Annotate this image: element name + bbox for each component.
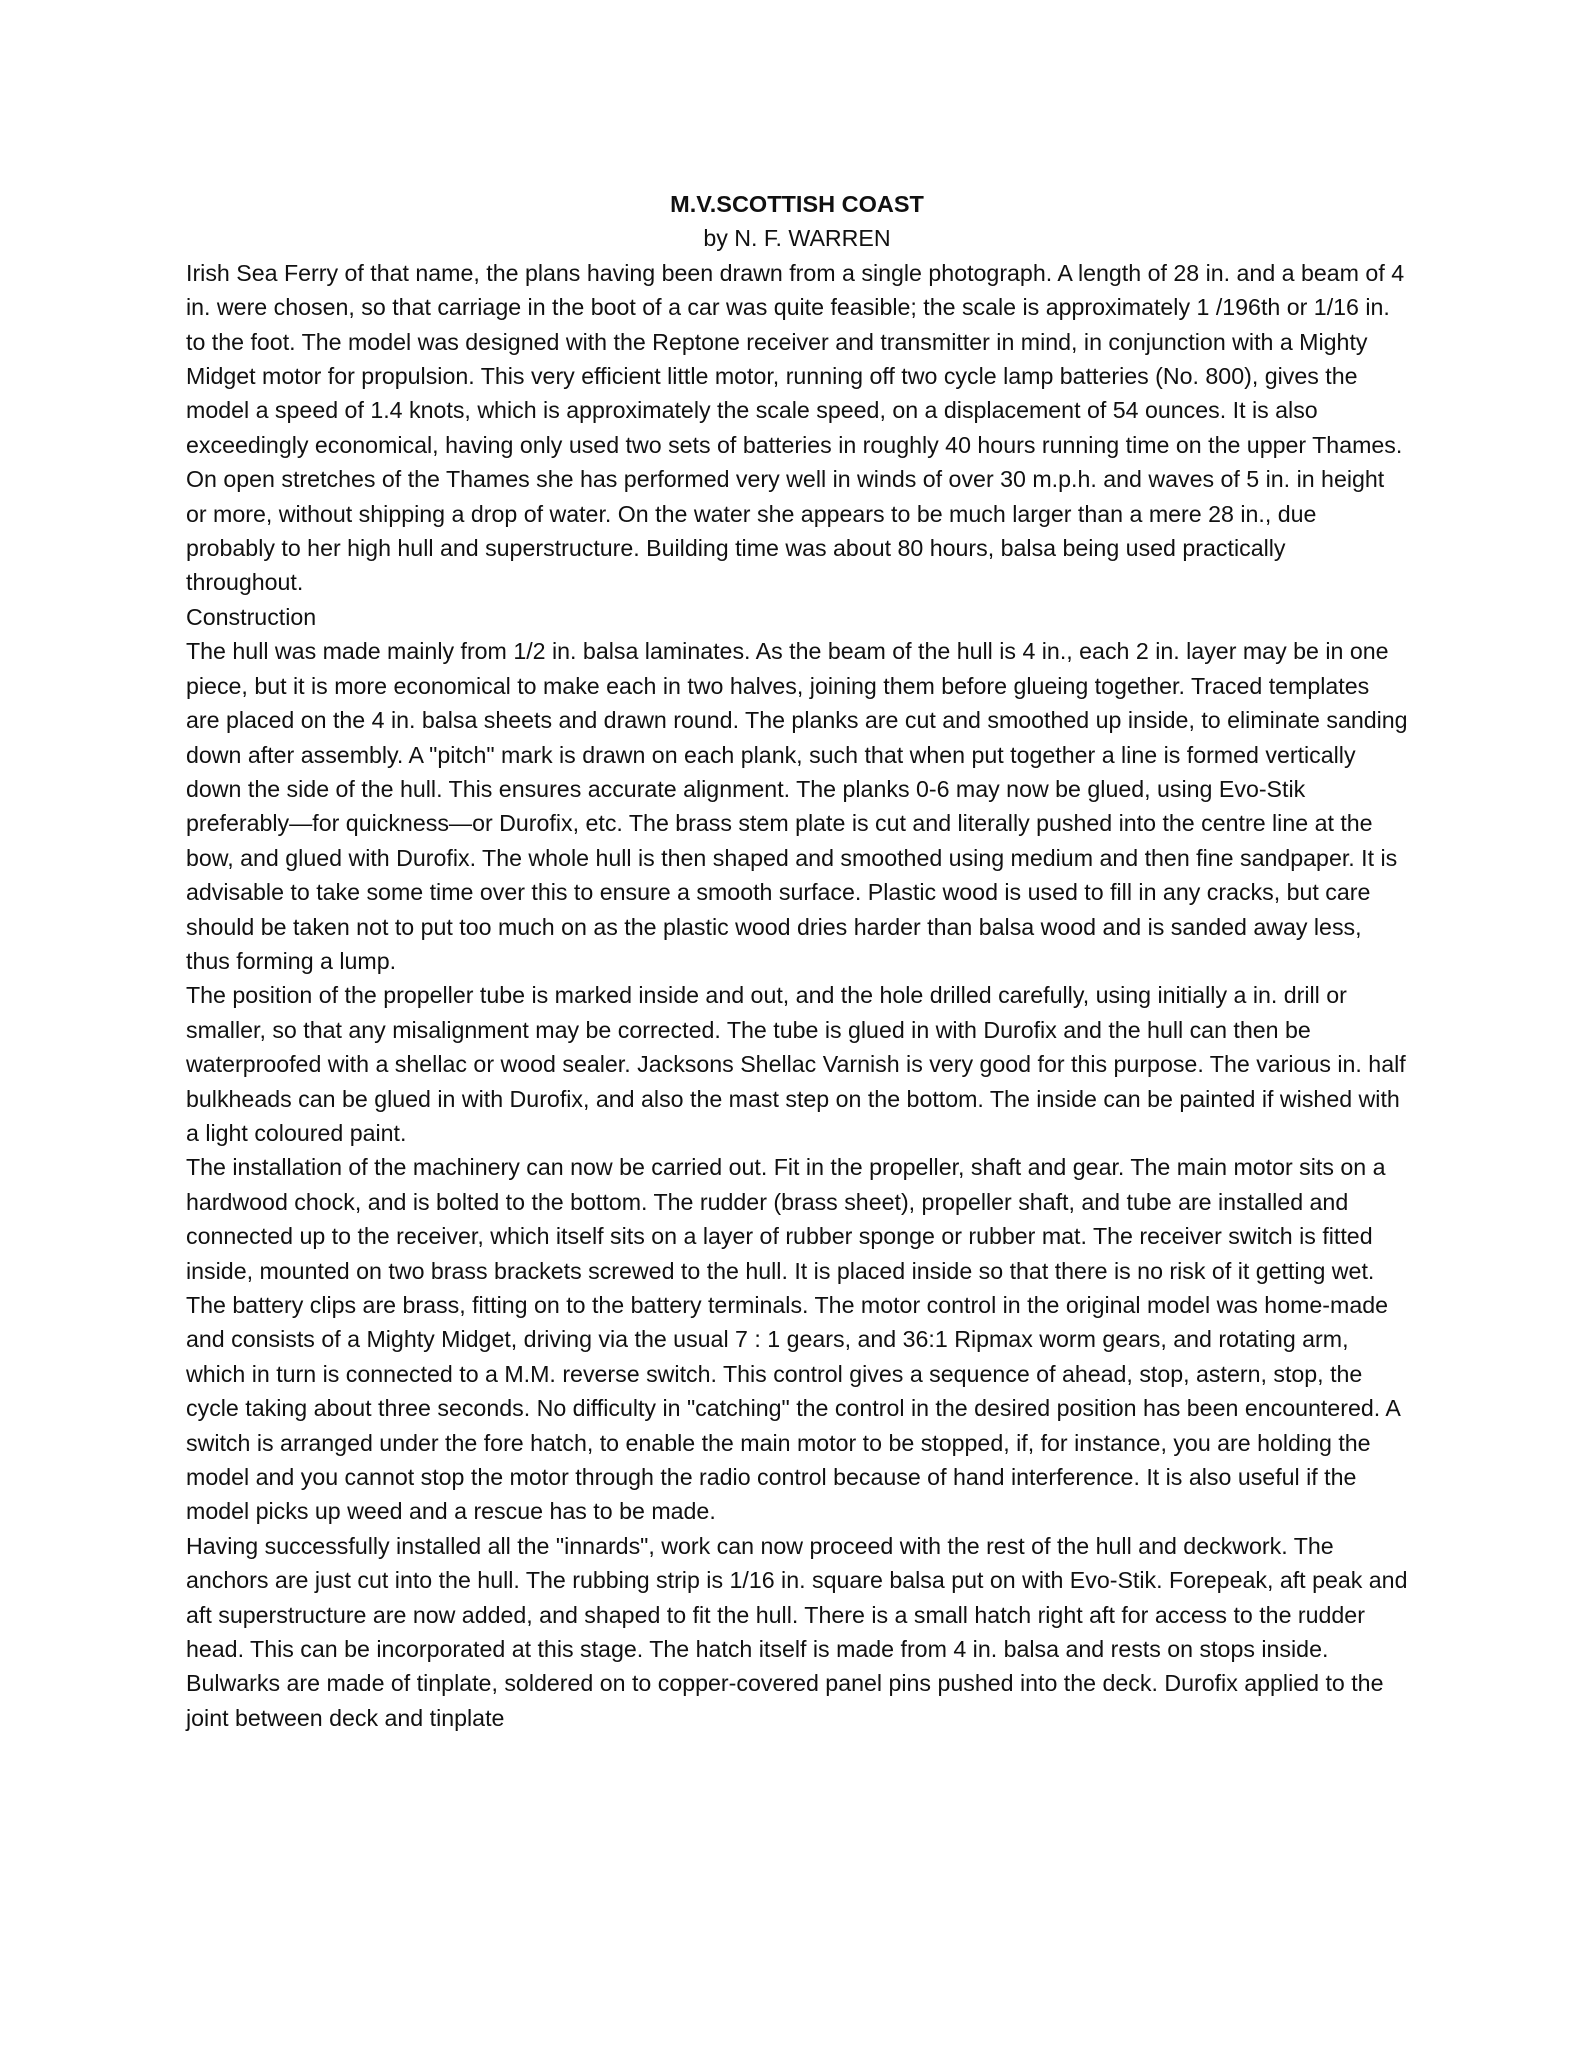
article-title: M.V.SCOTTISH COAST	[670, 191, 924, 217]
section-heading-construction: Construction	[186, 603, 317, 630]
article-byline: by N. F. WARREN	[703, 225, 891, 252]
paragraph-machinery: The installation of the machinery can now be carried out. Fit in the propeller, shaft and gear. The main motor sits on a hardwood chock, and is bolted to the bottom. The rudder (brass sheet), propeller shaft, and tube are installed and connected up to the receiver, which itself sits on a layer of rubber sponge or rubber mat. The receiver switch is fitted inside, mounted on two brass brackets screwed to the hull. It is placed inside so that there is no risk of it getting wet. The battery clips are brass, fitting on to the battery terminals. The motor control in the original model was home-made and consists of a Mighty Midget, driving via the usual 7 : 1 gears, and 36:1 Ripmax worm gears, and rotating arm, which in turn is connected to a M.M. reverse switch. This control gives a sequence of ahead, stop, astern, stop, the cycle taking about three seconds. No difficulty in "catching" the control in the desired position has been encountered. A switch is arranged under the fore hatch, to enable the main motor to be stopped, if, for instance, you are holding the model and you cannot stop the motor through the radio control because of hand interference. It is also useful if the model picks up weed and a rescue has to be made.	[186, 1154, 1400, 1525]
intro-paragraph: Irish Sea Ferry of that name, the plans having been drawn from a single photograph. A length of 28 in. and a beam of 4 in. were chosen, so that carriage in the boot of a car was quite feasible; the scale is approximately 1 /196th or 1/16 in. to the foot. The model was designed with the Reptone receiver and transmitter in mind, in conjunction with a Mighty Midget motor for propulsion. This very efficient little motor, running off two cycle lamp batteries (No. 800), gives the model a speed of 1.4 knots, which is approximately the scale speed, on a displacement of 54 ounces. It is also exceedingly economical, having only used two sets of batteries in roughly 40 hours running time on the upper Thames. On open stretches of the Thames she has performed very well in winds of over 30 m.p.h. and waves of 5 in. in height or more, without shipping a drop of water. On the water she appears to be much larger than a mere 28 in., due probably to her high hull and superstructure. Building time was about 80 hours, balsa being used practically throughout.	[186, 259, 1405, 596]
document-page	[186, 187, 1408, 1735]
paragraph-hull: The hull was made mainly from 1/2 in. balsa laminates. As the beam of the hull is 4 in., each 2 in. layer may be in one piece, but it is more economical to make each in two halves, joining them before glueing together. Traced templates are placed on the 4 in. balsa sheets and drawn round. The planks are cut and smoothed up inside, to eliminate sanding down after assembly. A "pitch" mark is drawn on each plank, such that when put together a line is formed vertically down the side of the hull. This ensures accurate alignment. The planks 0-6 may now be glued, using Evo-Stik preferably—for quickness—or Durofix, etc. The brass stem plate is cut and literally pushed into the centre line at the bow, and glued with Durofix. The whole hull is then shaped and smoothed using medium and then fine sandpaper. It is advisable to take some time over this to ensure a smooth surface. Plastic wood is used to fill in any cracks, but care should be taken not to put too much on as the plastic wood dries harder than balsa wood and is sanded away less, thus forming a lump.	[186, 638, 1408, 974]
paragraph-propeller-tube: The position of the propeller tube is marked inside and out, and the hole drilled carefully, using initially a in. drill or smaller, so that any misalignment may be corrected. The tube is glued in with Durofix and the hull can then be waterproofed with a shellac or wood sealer. Jacksons Shellac Varnish is very good for this purpose. The various in. half bulkheads can be glued in with Durofix, and also the mast step on the bottom. The inside can be painted if wished with a light coloured paint.	[186, 982, 1406, 1146]
paragraph-deckwork: Having successfully installed all the "innards", work can now proceed with the rest of the hull and deckwork. The anchors are just cut into the hull. The rubbing strip is 1/16 in. square balsa put on with Evo-Stik. Forepeak, aft peak and aft superstructure are now added, and shaped to fit the hull. There is a small hatch right aft for access to the rudder head. This can be incorporated at this stage. The hatch itself is made from 4 in. balsa and rests on stops inside. Bulwarks are made of tinplate, soldered on to copper-covered panel pins pushed into the deck. Durofix applied to the joint between deck and tinplate	[186, 1532, 1408, 1731]
